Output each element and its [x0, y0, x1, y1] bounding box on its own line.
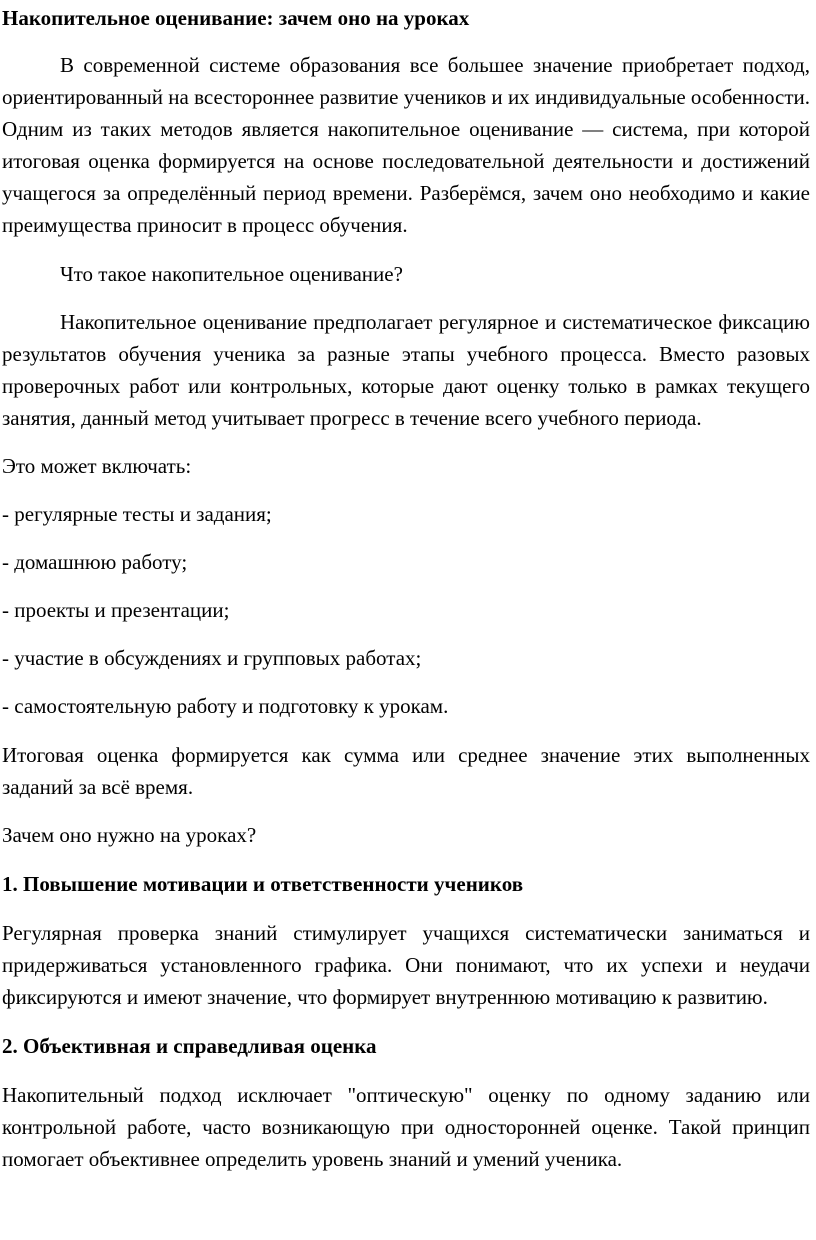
question-why-needed: Зачем оно нужно на уроках? — [2, 823, 257, 847]
section-1-paragraph: Регулярная проверка знаний стимулирует учащихся систематически заниматься и придерживаться установленного графика. Они понимают, что их успехи и неудачи фиксируются и имеют значение, что формирует внутреннюю мотивацию к развитию. — [2, 921, 810, 1009]
definition-paragraph: Накопительное оценивание предполагает регулярное и систематическое фиксацию результатов обучения ученика за разные этапы учебного процесса. Вместо разовых проверочных работ или контрольных, которые дают оценку только в рамках текущего занятия, данный метод учитывает прогресс в течение всего учебного периода. — [2, 310, 810, 430]
includes-lead: Это может включать: — [2, 454, 192, 478]
list-item: - участие в обсуждениях и групповых работах; — [2, 646, 422, 670]
intro-paragraph: В современной системе образования все большее значение приобретает подход, ориентированный на всестороннее развитие учеников и их индивидуальные особенности. Одним из таких методов является накопительное оценивание — система, при которой итоговая оценка формируется на основе последовательной деятельности и достижений учащегося за определённый период времени. Разберёмся, зачем оно необходимо и какие преимущества приносит в процесс обучения. — [2, 53, 810, 237]
section-2-paragraph: Накопительный подход исключает "оптическую" оценку по одному заданию или контрольной работе, часто возникающую при односторонней оценке. Такой принцип помогает объективнее определить уровень знаний и умений ученика. — [2, 1083, 810, 1171]
list-item: - проекты и презентации; — [2, 598, 230, 622]
section-2-heading: 2. Объективная и справедливая оценка — [2, 1034, 377, 1058]
list-item: - самостоятельную работу и подготовку к урокам. — [2, 694, 449, 718]
final-grade-paragraph: Итоговая оценка формируется как сумма или среднее значение этих выполненных заданий за всё время. — [2, 743, 810, 799]
document-title: Накопительное оценивание: зачем оно на уроках — [2, 6, 470, 30]
list-item: - домашнюю работу; — [2, 550, 188, 574]
list-item: - регулярные тесты и задания; — [2, 502, 272, 526]
section-1-heading: 1. Повышение мотивации и ответственности учеников — [2, 872, 524, 896]
question-what-is: Что такое накопительное оценивание? — [60, 262, 403, 286]
